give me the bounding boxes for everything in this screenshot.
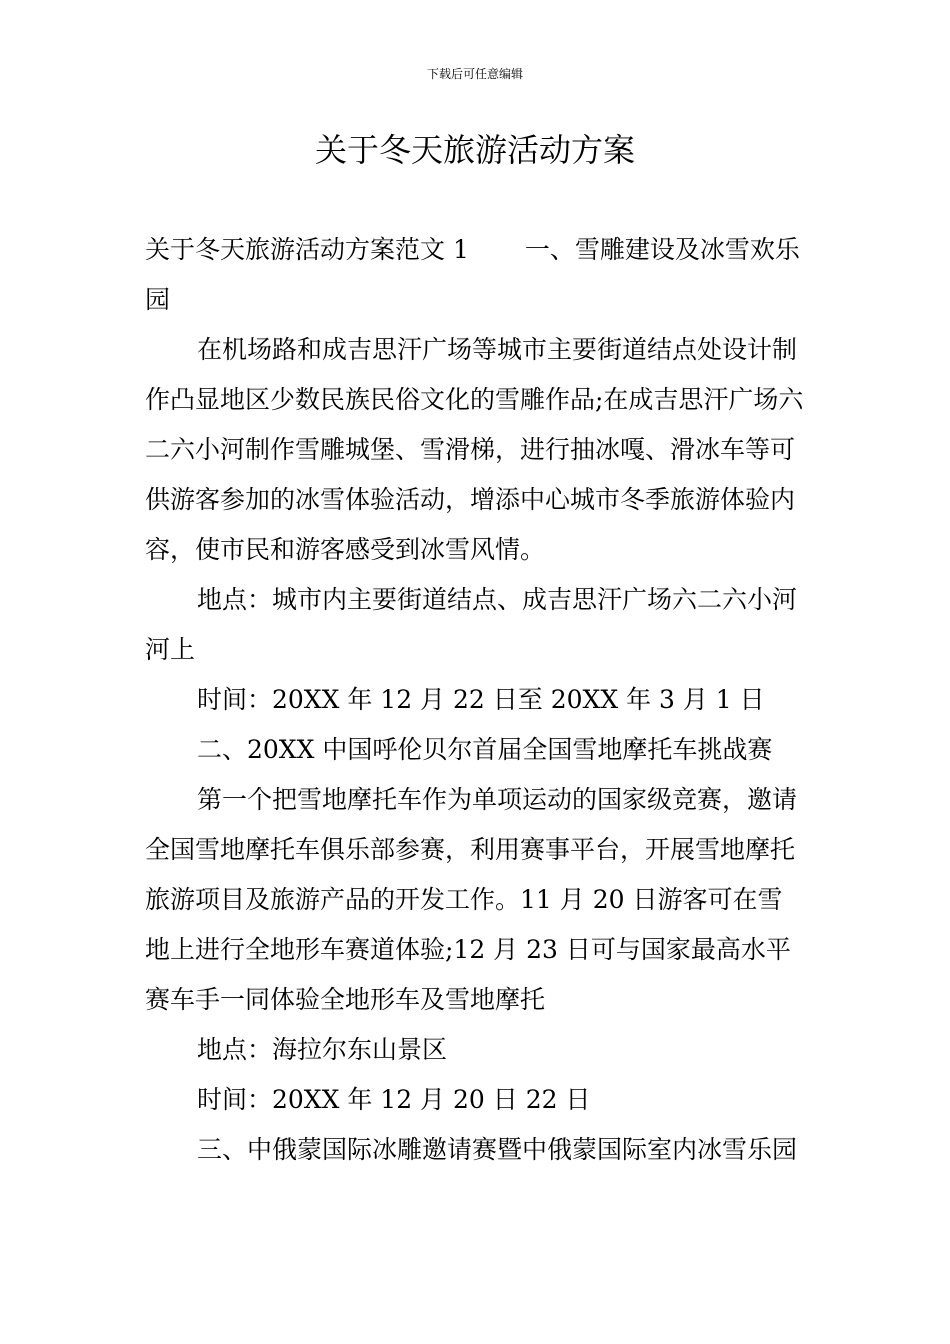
header-note: 下载后可任意编辑 — [426, 67, 523, 81]
paragraph-5: 第一个把雪地摩托车作为单项运动的国家级竞赛，邀请全国雪地摩托车俱乐部参赛，利用赛事平台，开展雪地摩托旅游项目及旅游产品的开发工作。11 月 20 日游客可在雪地上进行全地形车赛道体验;12 月 23 日可与国家最高水平赛车手一同体验全地形车及雪地摩托 — [145, 785, 798, 1014]
document-body — [145, 225, 807, 1175]
paragraph-7: 时间：20XX 年 12 月 20 日 22 日 — [197, 1085, 591, 1114]
paragraph-4: 二、20XX 中国呼伦贝尔首届全国雪地摩托车挑战赛 — [197, 735, 773, 764]
paragraph-8: 三、中俄蒙国际冰雕邀请赛暨中俄蒙国际室内冰雪乐园 — [197, 1135, 798, 1164]
intro-paragraph — [145, 225, 807, 325]
paragraph-3: 时间：20XX 年 12 月 22 日至 20XX 年 3 月 1 日 — [197, 685, 765, 714]
paragraph-1: 在机场路和成吉思汗广场等城市主要街道结点处设计制作凸显地区少数民族民俗文化的雪雕作品;在成吉思汗广场六二六小河制作雪雕城堡、雪滑梯，进行抽冰嘎、滑冰车等可供游客参加的冰雪体验活动，增添中心城市冬季旅游体验内容，使市民和游客感受到冰雪风情。 — [145, 335, 804, 564]
paragraph-2: 地点：城市内主要街道结点、成吉思汗广场六二六小河河上 — [145, 585, 798, 664]
paragraph-6: 地点：海拉尔东山景区 — [197, 1035, 448, 1064]
intro-left: 关于冬天旅游活动方案范文 1 — [145, 235, 469, 264]
intro-right: 一、雪雕建设及冰雪欢乐园 — [145, 235, 800, 314]
document-title: 关于冬天旅游活动方案 — [314, 131, 635, 169]
